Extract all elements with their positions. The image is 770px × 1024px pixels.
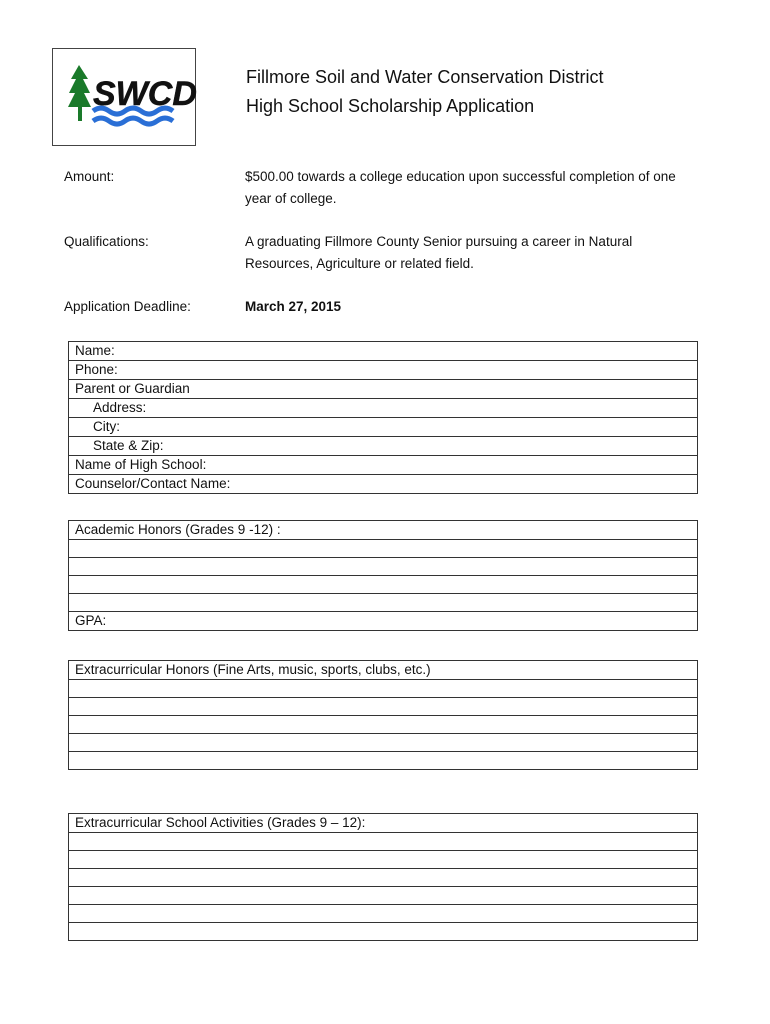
deadline-value: March 27, 2015 [245,299,342,314]
table-row[interactable] [69,342,698,361]
logo-box [52,48,196,146]
contact-table [68,341,698,494]
table-row[interactable] [69,437,698,456]
table-row[interactable] [69,540,698,558]
name-field[interactable]: Name: [69,342,698,361]
academic-honors-line[interactable] [69,576,698,594]
amount-line-2: year of college. [245,191,337,206]
table-row[interactable] [69,576,698,594]
table-row[interactable] [69,905,698,923]
application-title: High School Scholarship Application [246,96,535,116]
amount-line-1: $500.00 towards a college education upon successful completion of one [245,169,676,184]
qualifications-value [245,231,715,275]
academic-honors-line[interactable] [69,540,698,558]
district-name: Fillmore Soil and Water Conservation District [246,67,604,87]
table-row[interactable] [69,475,698,494]
extracurricular-honors-line[interactable] [69,698,698,716]
extracurricular-activities-line[interactable] [69,833,698,851]
academic-honors-table [68,520,698,631]
table-row [69,661,698,680]
academic-honors-header: Academic Honors (Grades 9 -12) : [69,521,698,540]
academic-honors-line[interactable] [69,558,698,576]
table-row[interactable] [69,612,698,631]
table-row[interactable] [69,456,698,475]
extracurricular-activities-line[interactable] [69,869,698,887]
extracurricular-activities-line[interactable] [69,887,698,905]
extracurricular-activities-line[interactable] [69,905,698,923]
phone-field[interactable]: Phone: [69,361,698,380]
amount-label: Amount: [64,169,115,184]
gpa-field[interactable]: GPA: [69,612,698,631]
logo-text: SWCD [93,75,197,113]
table-row[interactable] [69,361,698,380]
table-row [69,814,698,833]
table-row[interactable] [69,594,698,612]
table-row[interactable] [69,752,698,770]
academic-honors-line[interactable] [69,594,698,612]
high-school-field[interactable]: Name of High School: [69,456,698,475]
extracurricular-honors-line[interactable] [69,680,698,698]
table-row[interactable] [69,698,698,716]
qualifications-line-1: A graduating Fillmore County Senior pursuing a career in Natural [245,234,633,249]
table-row[interactable] [69,558,698,576]
table-row[interactable] [69,851,698,869]
table-row[interactable] [69,418,698,437]
extracurricular-honors-line[interactable] [69,716,698,734]
extracurricular-honors-table [68,660,698,770]
table-row[interactable] [69,923,698,941]
amount-value [245,166,715,210]
table-row[interactable] [69,399,698,418]
qualifications-label: Qualifications: [64,234,149,249]
counselor-field[interactable]: Counselor/Contact Name: [69,475,698,494]
extracurricular-honors-line[interactable] [69,752,698,770]
table-row[interactable] [69,833,698,851]
table-row[interactable] [69,887,698,905]
state-zip-field[interactable]: State & Zip: [69,437,698,456]
extracurricular-activities-line[interactable] [69,851,698,869]
table-row [69,521,698,540]
deadline-label: Application Deadline: [64,299,191,314]
extracurricular-honors-line[interactable] [69,734,698,752]
guardian-field[interactable]: Parent or Guardian [69,380,698,399]
extracurricular-honors-header: Extracurricular Honors (Fine Arts, music, sports, clubs, etc.) [69,661,698,680]
city-field[interactable]: City: [69,418,698,437]
table-row[interactable] [69,869,698,887]
table-row[interactable] [69,680,698,698]
table-row[interactable] [69,716,698,734]
swcd-logo-icon [53,49,197,147]
table-row[interactable] [69,380,698,399]
table-row[interactable] [69,734,698,752]
extracurricular-activities-line[interactable] [69,923,698,941]
address-field[interactable]: Address: [69,399,698,418]
extracurricular-activities-table [68,813,698,941]
extracurricular-activities-header: Extracurricular School Activities (Grades 9 – 12): [69,814,698,833]
qualifications-line-2: Resources, Agriculture or related field. [245,256,474,271]
